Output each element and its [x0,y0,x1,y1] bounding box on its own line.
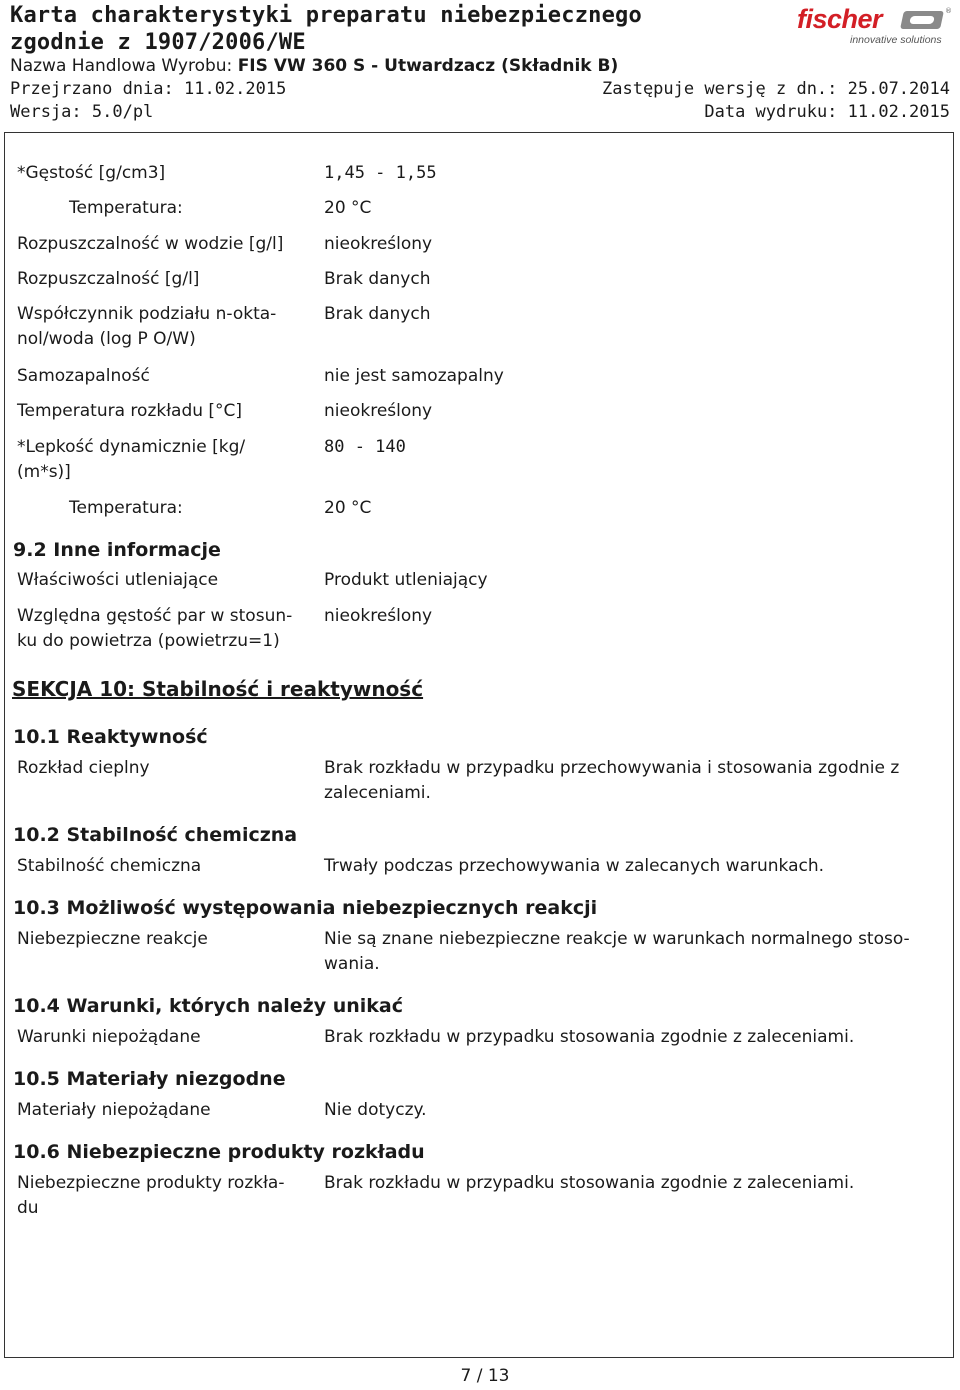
property-value: Brak rozkładu w przypadku stosowania zgodnie z zaleceniami. [324,1173,855,1193]
property-value: nieokreślony [324,606,433,626]
property-label [17,1171,297,1221]
property-value-line2: wania. [324,954,380,974]
document-title-line1: Karta charakterystyki preparatu niebezpiecznego [10,3,642,28]
property-label-line1: Współczynnik podziału n-okta- [17,304,277,324]
subsection-heading-10-5: 10.5 Materiały niezgodne [13,1068,286,1090]
trade-name [10,55,618,77]
fischer-logo [795,4,950,46]
logo-tagline: innovative solutions [850,34,942,46]
property-label: *Gęstość [g/cm3] [17,163,166,183]
property-label-line1: Niebezpieczne produkty rozkła- [17,1173,285,1193]
trade-name-value: FIS VW 360 S - Utwardzacz (Składnik B) [237,56,619,76]
property-value: nie jest samozapalny [324,366,504,386]
property-label: Temperatura: [69,498,183,518]
property-value: Brak danych [324,304,431,324]
subsection-heading-10-6: 10.6 Niebezpieczne produkty rozkładu [13,1141,425,1163]
property-label: Niebezpieczne reakcje [17,929,208,949]
property-label-line2: nol/woda (log P O/W) [17,329,196,349]
property-value: Produkt utleniający [324,570,488,590]
supersedes-date: Zastępuje wersję z dn.: 25.07.2014 [602,79,950,99]
property-value-line2: zaleceniami. [324,783,431,803]
content-frame [4,132,954,1358]
property-label: Materiały niepożądane [17,1100,211,1120]
section-10-title: SEKCJA 10: Stabilność i reaktywność [12,677,424,701]
subsection-heading-10-1: 10.1 Reaktywność [13,726,208,748]
version: Wersja: 5.0/pl [10,102,154,122]
subsection-heading-10-2: 10.2 Stabilność chemiczna [13,824,298,846]
property-value [324,927,934,977]
logo-wordmark: fischer [797,4,883,34]
property-label: Rozpuszczalność w wodzie [g/l] [17,234,284,254]
property-label: Rozkład cieplny [17,758,150,778]
property-value-line1: Brak rozkładu w przypadku przechowywania i stosowania zgodnie z [324,758,900,778]
property-value: 20 °C [324,498,372,518]
property-value: Nie dotyczy. [324,1100,427,1120]
property-label: Rozpuszczalność [g/l] [17,269,200,289]
property-label: Samozapalność [17,366,150,386]
revised-date: Przejrzano dnia: 11.02.2015 [10,79,287,99]
property-label [17,604,297,654]
property-value: Brak danych [324,269,431,289]
trade-name-label: Nazwa Handlowa Wyrobu: [10,56,238,76]
property-value: Trwały podczas przechowywania w zalecanych warunkach. [324,856,825,876]
page-header [0,0,960,130]
property-label-line1: Względna gęstość par w stosun- [17,606,293,626]
logo-badge-icon [900,11,944,29]
property-label: Temperatura rozkładu [°C] [17,401,243,421]
content [5,133,955,1359]
property-label: Warunki niepożądane [17,1027,201,1047]
subsection-heading-9-2: 9.2 Inne informacje [13,539,221,561]
subsection-heading-10-4: 10.4 Warunki, których należy unikać [13,995,404,1017]
property-label: Temperatura: [69,198,183,218]
property-label-line2: (m*s)] [17,462,71,482]
property-label: Właściwości utleniające [17,570,219,590]
property-label-line1: *Lepkość dynamicznie [kg/ [17,437,246,457]
property-value: Brak rozkładu w przypadku stosowania zgodnie z zaleceniami. [324,1027,855,1047]
property-value: 1,45 - 1,55 [324,163,437,183]
print-date: Data wydruku: 11.02.2015 [704,102,950,122]
property-value: nieokreślony [324,401,433,421]
property-label [17,435,297,485]
property-value [324,756,934,806]
page-number: 7 / 13 [460,1366,510,1386]
property-value: 20 °C [324,198,372,218]
logo-registered-mark: ® [945,7,952,15]
property-label-line2: ku do powietrza (powietrzu=1) [17,631,280,651]
subsection-heading-10-3: 10.3 Możliwość występowania niebezpiecznych reakcji [13,897,598,919]
property-label: Stabilność chemiczna [17,856,202,876]
property-label-line2: du [17,1198,39,1218]
property-value: nieokreślony [324,234,433,254]
property-value-line1: Nie są znane niebezpieczne reakcje w warunkach normalnego stoso- [324,929,910,949]
property-value: 80 - 140 [324,437,406,457]
document-title-line2: zgodnie z 1907/2006/WE [10,30,306,55]
property-label [17,302,297,352]
